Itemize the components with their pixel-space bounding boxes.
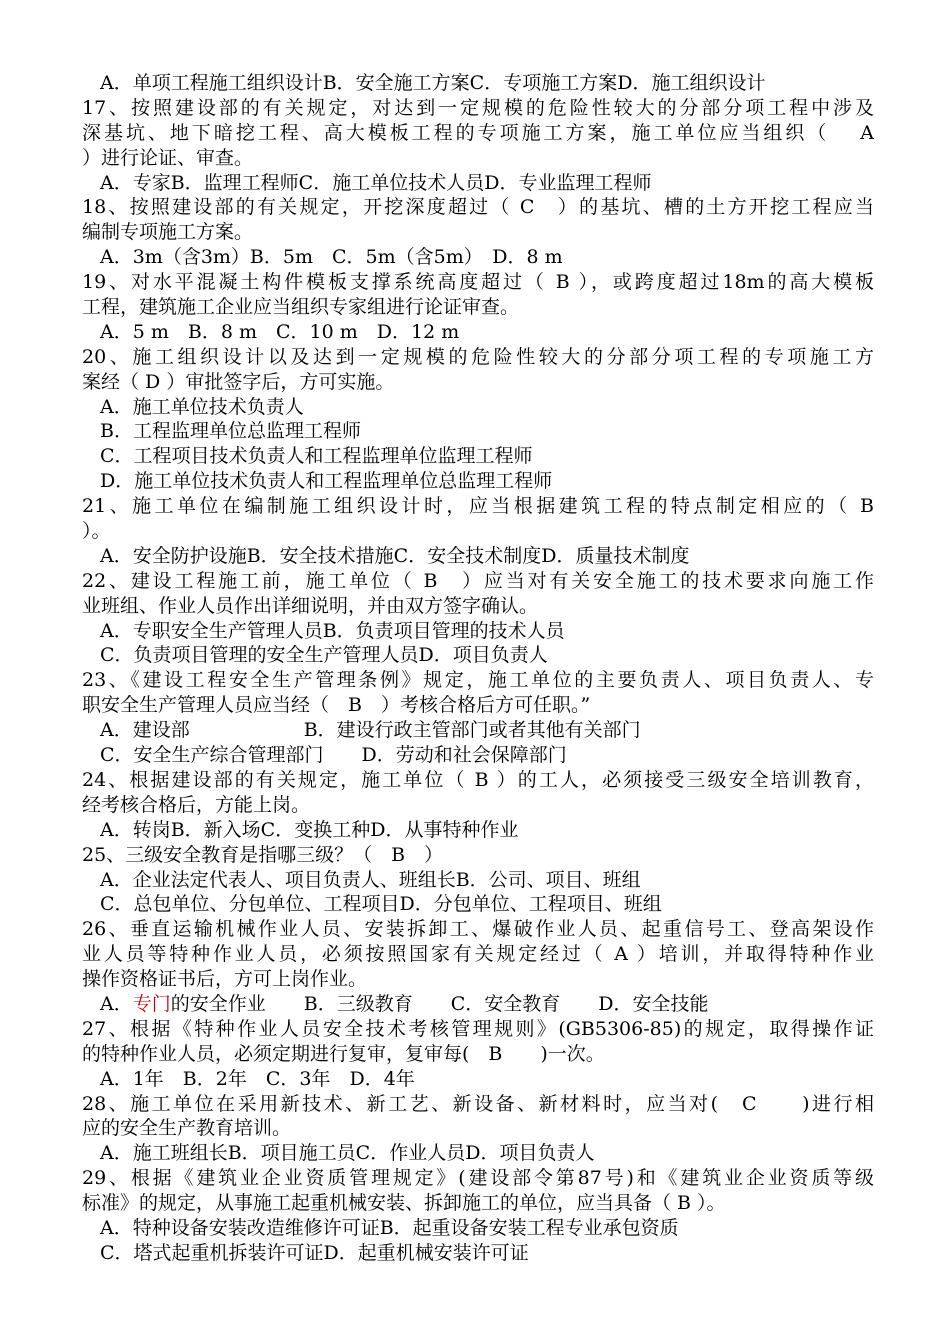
question-text-line: 深基坑、地下暗挖工程、高大模板工程的专项施工方案，施工单位应当组织（ A (82, 121, 874, 144)
answer-options-line: A．施工班组长B．项目施工员C．作业人员D．项目负责人 (100, 1142, 595, 1165)
option-text: 的安全作业 B．三级教育 C．安全教育 D．安全技能 (170, 992, 709, 1015)
question-text-line: 20、施工组织设计以及达到一定规模的危险性较大的分部分项工程的专项施工方 (82, 345, 874, 368)
question-text-line: 编制专项施工方案。 (82, 221, 254, 244)
question-text-line: 22、建设工程施工前，施工单位（ B ）应当对有关安全施工的技术要求向施工作 (82, 569, 874, 592)
question-text-line: 23、《建设工程安全生产管理条例》规定，施工单位的主要负责人、项目负责人、专 (82, 669, 874, 692)
question-text-line: 职安全生产管理人员应当经（ B ）考核合格后方可任职。” (82, 694, 591, 717)
question-text-line: 17、按照建设部的有关规定，对达到一定规模的危险性较大的分部分项工程中涉及 (82, 96, 874, 119)
answer-options-line: C．工程项目技术负责人和工程监理单位监理工程师 (100, 445, 533, 468)
q26-options-line (82, 992, 874, 1017)
question-text-line: 28、施工单位在采用新技术、新工艺、新设备、新材料时，应当对( C )进行相 (82, 1092, 874, 1115)
question-text-line: 业人员等特种作业人员，必须按照国家有关规定经过（ A ）培训，并取得特种作业 (82, 943, 874, 966)
question-text-line: 26、垂直运输机械作业人员、安装拆卸工、爆破作业人员、起重信号工、登高架设作 (82, 918, 874, 941)
question-text-line: 标准》的规定，从事施工起重机械安装、拆卸施工的单位，应当具备（ B ）。 (82, 1192, 726, 1215)
answer-options-line: A．专职安全生产管理人员B．负责项目管理的技术人员 (100, 619, 565, 642)
answer-options-line: A．特种设备安装改造维修许可证B．起重设备安装工程专业承包资质 (100, 1216, 679, 1239)
answer-options-line: C．负责项目管理的安全生产管理人员D．项目负责人 (100, 644, 548, 667)
question-text-line: 21、施工单位在编制施工组织设计时，应当根据建筑工程的特点制定相应的（ B (82, 495, 874, 518)
question-text-line: 25、三级安全教育是指哪三级？（ B ） (82, 843, 444, 866)
answer-options-line: D．施工单位技术负责人和工程监理单位总监理工程师 (100, 470, 553, 493)
question-text-line: 29、根据《建筑业企业资质管理规定》(建设部令第87号)和《建筑业企业资质等级 (82, 1167, 874, 1190)
question-text-line: ）进行论证、审查。 (82, 146, 254, 169)
question-text-line: 业班组、作业人员作出详细说明，并由双方签字确认。 (82, 594, 539, 617)
question-text-line: 工程，建筑施工企业应当组织专家组进行论证审查。 (82, 296, 520, 319)
question-text-line: 操作资格证书后，方可上岗作业。 (82, 968, 368, 991)
question-text-line: 27、根据《特种作业人员安全技术考核管理规则》(GB5306-85)的规定，取得操作证 (82, 1017, 874, 1040)
question-text-line: 19、对水平混凝土构件模板支撑系统高度超过（ B ），或跨度超过18m的高大模板 (82, 271, 874, 294)
question-text-line: 应的安全生产教育培训。 (82, 1117, 292, 1140)
answer-options-line: C．塔式起重机拆装许可证D．起重机械安装许可证 (100, 1241, 529, 1264)
answer-options-line: C．总包单位、分包单位、工程项目D．分包单位、工程项目、班组 (100, 893, 662, 916)
highlighted-text: 专门 (132, 992, 171, 1015)
option-prefix: A． (100, 992, 133, 1015)
answer-options-line: A．建设部 B．建设行政主管部门或者其他有关部门 (100, 719, 641, 742)
answer-options-line: A．企业法定代表人、项目负责人、班组长B．公司、项目、班组 (100, 868, 641, 891)
question-text-line: 24、根据建设部的有关规定，施工单位（ B ）的工人，必须接受三级安全培训教育， (82, 768, 874, 791)
question-text-line: 案经（ D ）审批签字后，方可实施。 (82, 370, 395, 393)
question-text-line: 经考核合格后，方能上岗。 (82, 793, 311, 816)
question-text-line: ）。 (82, 520, 111, 543)
answer-options-line: A．3m（含3m）B．5m C．5m（含5m） D．8 m (100, 246, 563, 269)
answer-options-line: A．单项工程施工组织设计B．安全施工方案C．专项施工方案D．施工组织设计 (100, 72, 766, 94)
answer-options-line: A．转岗B．新入场C．变换工种D．从事特种作业 (100, 818, 519, 841)
answer-options-line: A．施工单位技术负责人 (100, 395, 304, 418)
answer-options-line: C．安全生产综合管理部门 D．劳动和社会保障部门 (100, 744, 567, 767)
answer-options-line: A．1年 B．2年 C．3年 D．4年 (100, 1067, 415, 1090)
answer-options-line: B．工程监理单位总监理工程师 (100, 420, 361, 443)
exam-question-list (82, 71, 874, 1266)
answer-options-line: A．5 m B．8 m C．10 m D．12 m (100, 320, 460, 343)
answer-options-line: A．安全防护设施B．安全技术措施C．安全技术制度D．质量技术制度 (100, 544, 690, 567)
question-text-line: 18、按照建设部的有关规定，开挖深度超过（ C ）的基坑、槽的土方开挖工程应当 (82, 196, 874, 219)
answer-options-line: A．专家B．监理工程师C．施工单位技术人员D．专业监理工程师 (100, 171, 652, 194)
question-text-line: 的特种作业人员，必须定期进行复审，复审每( B )一次。 (82, 1042, 605, 1065)
